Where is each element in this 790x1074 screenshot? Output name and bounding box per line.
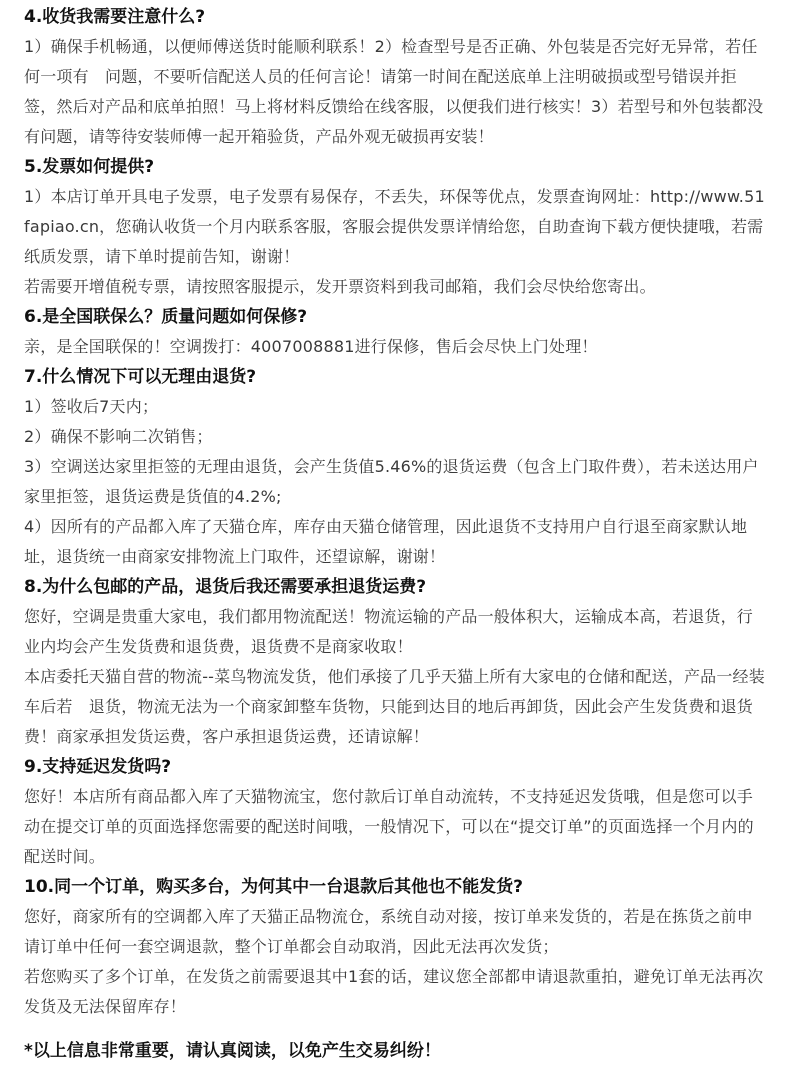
faq-section-7 [24,362,766,572]
section-title: 4.收货我需要注意什么? [24,7,206,27]
faq-section-6 [24,302,766,362]
section-title: 5.发票如何提供? [24,157,155,177]
section-title: 8.为什么包邮的产品，退货后我还需要承担退货运费? [24,577,427,597]
section-paragraph: 1）本店订单开具电子发票，电子发票有易保存，不丢失，环保等优点，发票查询网址：http://www.51fapiao.cn，您确认收货一个月内联系客服，客服会提供发票详情给您，自助查询下载方便快捷哦，若需纸质发票，请下单时提前告知，谢谢！ [24,187,765,266]
section-paragraph: 您好，商家所有的空调都入库了天猫正品物流仓，系统自动对接，按订单来发货的，若是在拣货之前申请订单中任何一套空调退款，整个订单都会自动取消，因此无法再次发货； [24,907,754,956]
section-paragraph: 2）确保不影响二次销售； [24,427,213,446]
faq-section-4 [24,2,766,152]
faq-section-8 [24,572,766,752]
section-title: 10.同一个订单，购买多台，为何其中一台退款后其他也不能发货? [24,877,523,897]
section-paragraph: 您好，空调是贵重大家电，我们都用物流配送！物流运输的产品一般体积大，运输成本高，若退货，行业内均会产生发货费和退货费，退货费不是商家收取！ [24,607,754,656]
section-paragraph: 本店委托天猫自营的物流--菜鸟物流发货，他们承接了几乎天猫上所有大家电的仓储和配送，产品一经装车后若 退货，物流无法为一个商家卸整车货物，只能到达目的地后再卸货，因此会产生发货费和退货费！商家承担发货运费，客户承担退货运费，还请谅解！ [24,667,765,746]
section-title: 7.什么情况下可以无理由退货? [24,367,257,387]
section-title: 6.是全国联保么？质量问题如何保修? [24,307,308,327]
section-paragraph: 4）因所有的产品都入库了天猫仓库，库存由天猫仓储管理，因此退货不支持用户自行退至商家默认地址，退货统一由商家安排物流上门取件，还望谅解，谢谢！ [24,517,748,566]
section-paragraph: 3）空调送达家里拒签的无理由退货，会产生货值5.46%的退货运费（包含上门取件费），若未送达用户家里拒签，退货运费是货值的4.2%; [24,457,759,506]
faq-section-9 [24,752,766,872]
section-title: 9.支持延迟发货吗? [24,757,172,777]
section-paragraph: 亲，是全国联保的！空调拨打：4007008881进行保修，售后会尽快上门处理！ [24,337,598,356]
section-paragraph: 若需要开增值税专票，请按照客服提示，发开票资料到我司邮箱，我们会尽快给您寄出。 [24,277,656,296]
section-paragraph: 您好！本店所有商品都入库了天猫物流宝，您付款后订单自动流转，不支持延迟发货哦，但是您可以手动在提交订单的页面选择您需要的配送时间哦，一般情况下，可以在“提交订单”的页面选择一个月内的配送时间。 [24,787,754,866]
section-paragraph: 若您购买了多个订单，在发货之前需要退其中1套的话，建议您全部都申请退款重拍，避免订单无法再次发货及无法保留库存！ [24,967,764,1016]
section-paragraph: 1）签收后7天内； [24,397,159,416]
faq-section-10 [24,872,766,1022]
faq-section-5 [24,152,766,302]
important-notice: *以上信息非常重要，请认真阅读，以免产生交易纠纷！ [24,1041,441,1061]
section-paragraph: 1）确保手机畅通，以便师傅送货时能顺利联系！2）检查型号是否正确、外包装是否完好无异常，若任何一项有 问题，不要听信配送人员的任何言论！请第一时间在配送底单上注明破损或型号错误并拒签，然后对产品和底单拍照！马上将材料反馈给在线客服，以便我们进行核实！3）若型号和外包装都没有问题，请等待安装师傅一起开箱验货，产品外观无破损再安装！ [24,37,764,146]
